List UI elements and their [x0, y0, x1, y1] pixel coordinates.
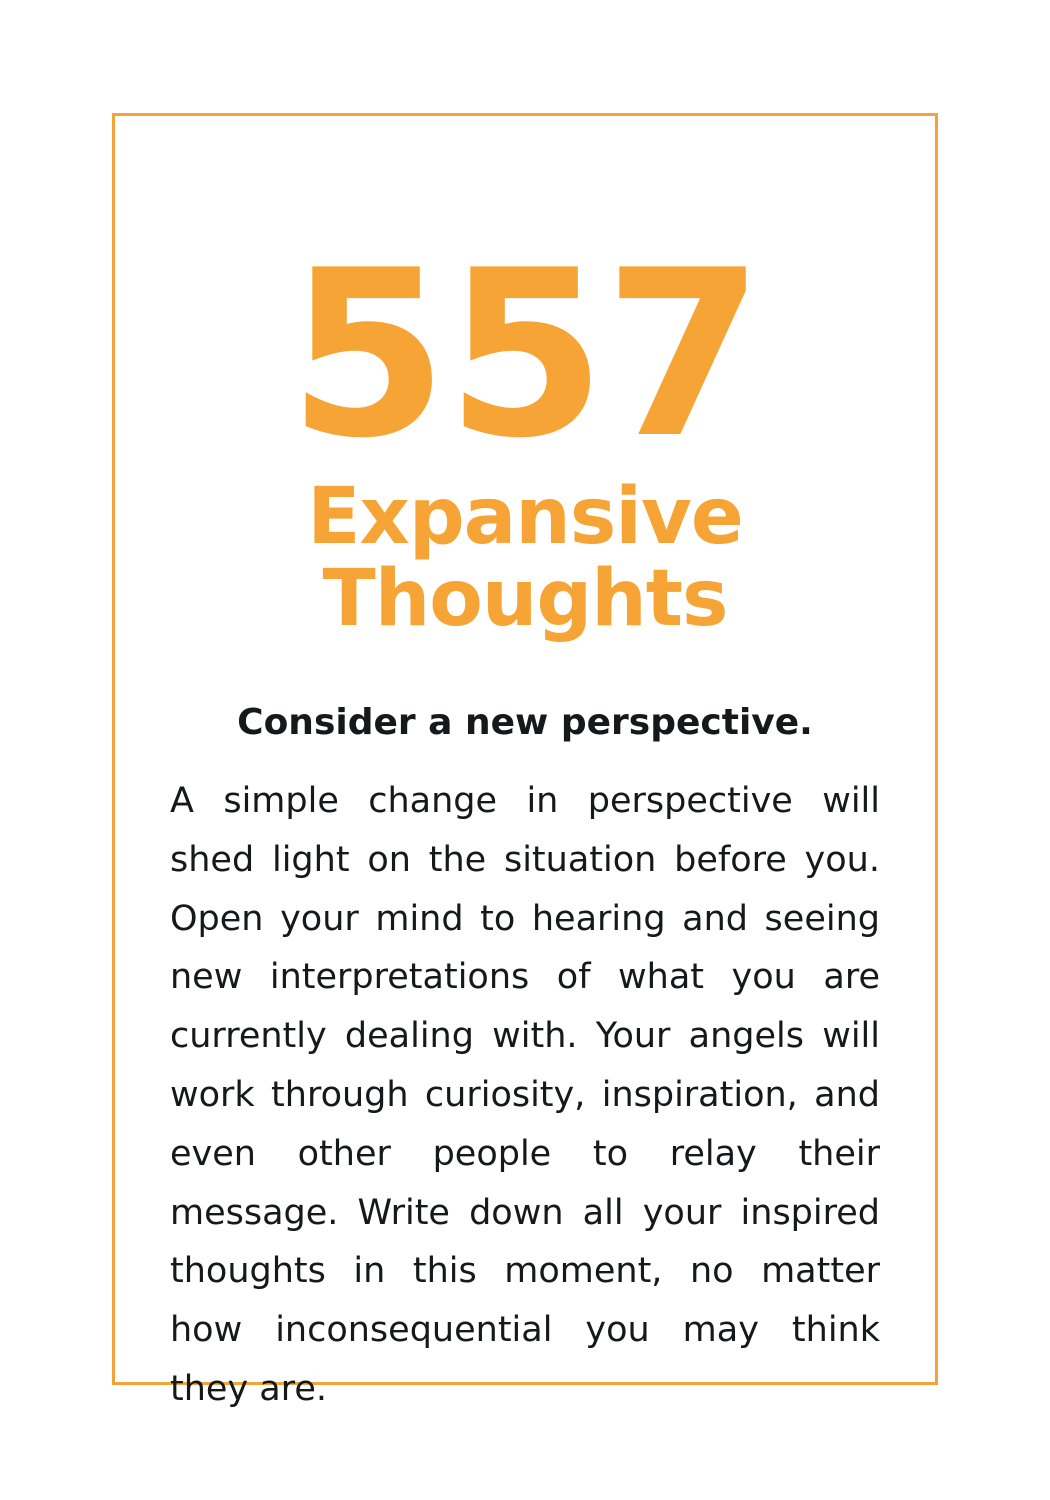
card-content	[170, 116, 880, 1419]
card-body-text: A simple change in perspective will shed light on the situation before you. Open your mind to hearing and seeing new interpretations of what you are currently dealing with. Your angels will work through curiosity, inspiration, and even other people to relay their message. Write down all your inspired thoughts in this moment, no matter how inconsequential you may think they are.	[170, 780, 880, 1409]
card-title: Expansive Thoughts	[307, 472, 743, 644]
angel-number-card	[112, 113, 938, 1409]
angel-number: 557	[287, 222, 763, 489]
card-subtitle: Consider a new perspective.	[237, 701, 813, 743]
